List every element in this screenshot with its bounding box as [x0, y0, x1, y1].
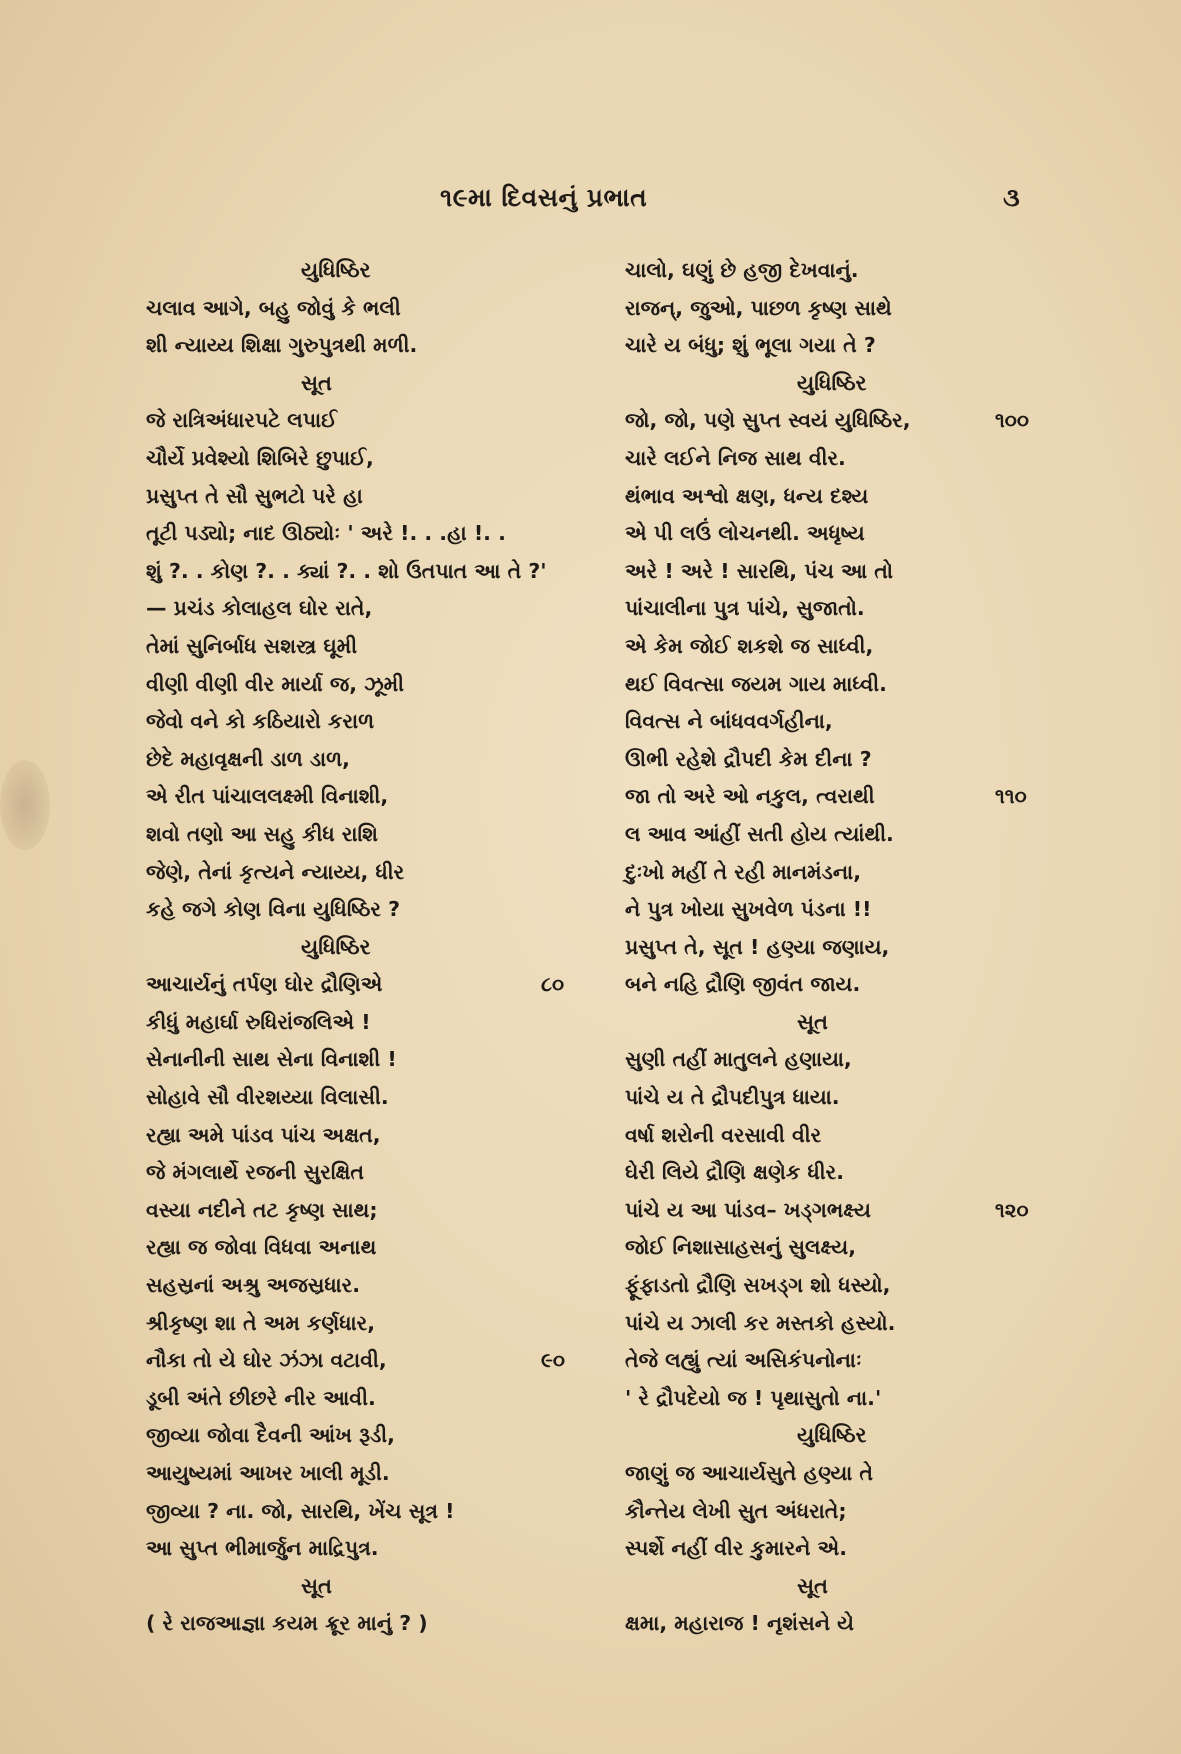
verse-text: ચારે ય બંધુ; શું ભૂલા ગયા તે ?	[625, 333, 876, 358]
verse-line	[146, 478, 586, 516]
verse-text: વિવત્સ ને બાંધવવર્ગહીના,	[625, 709, 833, 734]
verse-line	[625, 1493, 1045, 1531]
verse-text: દુઃખો મહીં તે રહી માનમંડના,	[625, 859, 861, 884]
paper-stain	[0, 760, 50, 850]
speaker-label: યુધિષ્ઠિર	[797, 1423, 867, 1448]
verse-line	[146, 440, 586, 478]
verse-line	[625, 290, 1045, 328]
line-number: ૯૦	[541, 1348, 565, 1373]
speaker-label: સૂત	[301, 370, 332, 395]
verse-text: જો, જો, પણે સુપ્ત સ્વયં યુધિષ્ઠિર,	[625, 408, 911, 433]
verse-text: શવો તણો આ સહુ કીધ રાશિ	[146, 821, 378, 846]
verse-text: પાંચે ય તે દ્રૌપદીપુત્ર ધાયા.	[625, 1085, 840, 1110]
verse-line	[146, 1342, 586, 1380]
verse-line	[625, 1342, 1045, 1380]
verse-line	[146, 1004, 586, 1042]
verse-text: પ્રસુપ્ત તે સૌ સુભટો પરે હા	[146, 483, 363, 508]
verse-text: વર્ષા શરોની વરસાવી વીર	[625, 1122, 822, 1147]
verse-line	[625, 440, 1045, 478]
verse-line	[625, 891, 1045, 929]
verse-line	[146, 854, 586, 892]
verse-text: રહ્યા અમે પાંડવ પાંચ અક્ષત,	[146, 1122, 381, 1147]
verse-line	[625, 628, 1045, 666]
verse-line	[146, 590, 586, 628]
verse-line	[625, 327, 1045, 365]
verse-text: કીધું મહાર્ઘા રુધિરાંજલિએ !	[146, 1009, 371, 1034]
verse-text: રહ્યા જ જોવા વિધવા અનાથ	[146, 1235, 377, 1260]
verse-line	[625, 590, 1045, 628]
verse-text: સુણી તહીં માતુલને હણાયા,	[625, 1047, 852, 1072]
verse-line	[625, 402, 1045, 440]
verse-line	[146, 666, 586, 704]
speaker-label: યુધિષ્ઠિર	[301, 258, 371, 282]
verse-text: પાંચાલીના પુત્ર પાંચે, સુજાતો.	[625, 596, 865, 621]
verse-text: ચાલો, ઘણું છે હજી દેખવાનું.	[625, 258, 859, 282]
speaker-name	[146, 1568, 586, 1606]
verse-line	[146, 1380, 586, 1418]
verse-text: લ આવ આંહીં સતી હોય ત્યાંથી.	[625, 821, 894, 846]
verse-text: સેનાનીની સાથ સેના વિનાશી !	[146, 1047, 397, 1072]
verse-text: ઊભી રહેશે દ્રૌપદી કેમ દીના ?	[625, 746, 872, 771]
verse-text: છેદે મહાવૃક્ષની ડાળ ડાળ,	[146, 746, 350, 771]
line-number: ૧૧૦	[995, 784, 1027, 809]
verse-line	[146, 1455, 586, 1493]
verse-line	[625, 929, 1045, 967]
verse-line	[625, 1267, 1045, 1305]
verse-text: અરે ! અરે ! સારથિ, પંચ આ તો	[625, 558, 893, 583]
verse-line	[625, 1305, 1045, 1343]
verse-text: વસ્યા નદીને તટ કૃષ્ણ સાથ;	[146, 1197, 378, 1222]
verse-line	[625, 515, 1045, 553]
verse-line	[146, 1605, 586, 1643]
verse-text: પાંચે ય ઝાલી કર મસ્તકો હસ્યો.	[625, 1310, 896, 1335]
speaker-name	[146, 929, 586, 967]
verse-line	[625, 1229, 1045, 1267]
verse-text: એ કેમ જોઈ શકશે જ સાધ્વી,	[625, 633, 874, 658]
verse-line	[146, 1493, 586, 1531]
verse-line	[625, 1079, 1045, 1117]
verse-text: ક્ષમા, મહારાજ ! નૃશંસને યે	[625, 1611, 854, 1636]
speaker-name	[146, 365, 586, 403]
verse-line	[146, 1417, 586, 1455]
verse-text: જાણું જ આચાર્યસુતે હણ્યા તે	[625, 1461, 873, 1485]
verse-line	[625, 666, 1045, 704]
verse-text: કૌન્તેય લેખી સુત અંધરાતે;	[625, 1498, 847, 1523]
speaker-name	[625, 1004, 1045, 1042]
verse-line	[146, 1229, 586, 1267]
verse-text: ઘેરી લિયે દ્રૌણિ ક્ષણેક ધીર.	[625, 1160, 844, 1185]
speaker-label: સૂત	[797, 1009, 828, 1034]
speaker-label: સૂત	[301, 1573, 332, 1598]
verse-line	[625, 1530, 1045, 1568]
verse-line	[625, 553, 1045, 591]
verse-text: પ્રસુપ્ત તે, સૂત ! હણ્યા જણાય,	[625, 934, 890, 959]
verse-line	[146, 966, 586, 1004]
verse-line	[146, 553, 586, 591]
line-number: ૮૦	[541, 972, 565, 997]
verse-text: એ રીત પાંચાલલક્ષ્મી વિનાશી,	[146, 784, 389, 809]
verse-line	[625, 816, 1045, 854]
verse-text: સોહાવે સૌ વીરશય્યા વિલાસી.	[146, 1085, 389, 1110]
speaker-label: સૂત	[797, 1573, 828, 1598]
verse-line	[146, 402, 586, 440]
verse-text: તેજે લહ્યું ત્યાં અસિકંપનોનાઃ	[625, 1348, 862, 1373]
verse-text: જે મંગલાર્થે રજની સુરક્ષિત	[146, 1160, 364, 1185]
speaker-label: યુધિષ્ઠિર	[797, 370, 867, 395]
verse-line	[625, 1154, 1045, 1192]
verse-text: ચૌર્યે પ્રવેશ્યો શિબિરે છુપાઈ,	[146, 445, 374, 470]
verse-line	[146, 290, 586, 328]
verse-line	[146, 891, 586, 929]
verse-line	[625, 703, 1045, 741]
verse-text: શી ન્યાય્ય શિક્ષા ગુરુપુત્રથી મળી.	[146, 333, 418, 358]
speaker-name	[146, 252, 586, 290]
verse-text: — પ્રચંડ કોલાહલ ઘોર રાતે,	[146, 596, 373, 621]
verse-line	[146, 1041, 586, 1079]
verse-text: જીવ્યા જોવા દૈવની આંખ રૂડી,	[146, 1423, 395, 1448]
verse-text: જોઈ નિશાસાહસનું સુલક્ષ્ય,	[625, 1235, 856, 1260]
verse-text: પાંચે ય આ પાંડવ– ખડ્ગભક્ષ્ય	[625, 1197, 871, 1222]
speaker-name	[625, 365, 1045, 403]
verse-text: જેણે, તેનાં કૃત્યને ન્યાય્ય, ધીર	[146, 859, 405, 884]
verse-text: તેમાં સુનિર્બાધ સશસ્ત્ર ઘૂમી	[146, 633, 358, 658]
verse-text: શ્રીકૃષ્ણ શા તે અમ કર્ણધાર,	[146, 1310, 376, 1335]
verse-text: ને પુત્ર ખોયા સુખવેળ પંડના !!	[625, 897, 872, 922]
verse-text: ફૂંફાડતો દ્રૌણિ સખડ્ગ શો ધસ્યો,	[625, 1273, 891, 1298]
line-number: ૧૨૦	[995, 1197, 1029, 1222]
verse-line	[146, 816, 586, 854]
verse-line	[625, 854, 1045, 892]
page-header	[0, 183, 1181, 223]
verse-line	[146, 1192, 586, 1230]
verse-text: ( રે રાજઆજ્ઞા કયમ ક્રૂર માનું ? )	[146, 1611, 428, 1636]
verse-text: સહસ્રનાં અશ્રુ અજસ્રધાર.	[146, 1273, 361, 1298]
verse-line	[146, 1267, 586, 1305]
verse-text: જેવો વને કો કઠિયારો કરાળ	[146, 709, 375, 734]
verse-line	[146, 1154, 586, 1192]
verse-text: આયુષ્યમાં આખર ખાલી મૂડી.	[146, 1461, 390, 1485]
verse-line	[625, 741, 1045, 779]
right-column	[625, 252, 1045, 1643]
verse-line	[625, 1192, 1045, 1230]
speaker-name	[625, 1417, 1045, 1455]
verse-line	[146, 741, 586, 779]
verse-text: નૌકા તો યે ઘોર ઝંઝા વટાવી,	[146, 1348, 387, 1373]
verse-text: થંભાવ અશ્વો ક્ષણ, ધન્ય દશ્ય	[625, 483, 869, 508]
verse-line	[625, 1455, 1045, 1493]
verse-line	[146, 703, 586, 741]
verse-text: ' રે દ્રૌપદેયો જ ! પૃથાસુતો ના.'	[625, 1385, 882, 1410]
verse-line	[146, 778, 586, 816]
speaker-label: યુધિષ્ઠિર	[301, 934, 371, 959]
verse-text: ચલાવ આગે, બહુ જોવું કે ભલી	[146, 295, 401, 320]
verse-line	[625, 1380, 1045, 1418]
speaker-name	[625, 1568, 1045, 1606]
verse-text: સ્પર્શે નહીં વીર કુમારને એ.	[625, 1536, 848, 1561]
verse-text: જા તો અરે ઓ નકુલ, ત્વરાથી	[625, 784, 875, 809]
verse-text: જીવ્યા ? ના. જો, સારથિ, ખેંચ સૂત્ર !	[146, 1498, 455, 1523]
verse-text: બને નહિ દ્રૌણિ જીવંત જાય.	[625, 972, 861, 997]
verse-text: એ પી લઉં લોચનથી. અધૃષ્ય	[625, 521, 865, 546]
verse-line	[146, 628, 586, 666]
running-title: ૧૯મા દિવસનું પ્રભાત	[440, 183, 648, 212]
verse-line	[625, 252, 1045, 290]
verse-text: તૂટી પડ્યો; નાદ ઊઠ્યોઃ ' અરે !. . .હા !. .	[146, 521, 506, 546]
verse-line	[146, 1530, 586, 1568]
verse-text: કહે જગે કોણ વિના યુધિષ્ઠિર ?	[146, 897, 401, 922]
page-number: ૩	[1003, 183, 1020, 212]
line-number: ૧૦૦	[995, 408, 1029, 433]
verse-line	[146, 1305, 586, 1343]
verse-text: જે રાત્રિઅંધારપટે લપાઈ	[146, 408, 337, 433]
verse-text: ડૂબી અંતે છીછરે નીર આવી.	[146, 1385, 376, 1410]
verse-line	[146, 1079, 586, 1117]
verse-text: ચારે લઈને નિજ સાથ વીર.	[625, 445, 846, 470]
verse-line	[625, 1041, 1045, 1079]
verse-text: આ સુપ્ત ભીમાર્જુન માદ્રિપુત્ર.	[146, 1536, 379, 1561]
verse-line	[625, 1117, 1045, 1155]
verse-text: આચાર્યનું તર્પણ ઘોર દ્રૌણિએ	[146, 972, 383, 997]
verse-line	[625, 966, 1045, 1004]
verse-line	[146, 515, 586, 553]
verse-text: થઈ વિવત્સા જયમ ગાય માધ્વી.	[625, 671, 887, 696]
verse-text: વીણી વીણી વીર માર્યા જ, ઝૂમી	[146, 671, 405, 696]
verse-line	[625, 1605, 1045, 1643]
verse-text: શું ?. . કોણ ?. . ક્યાં ?. . શો ઉતપાત આ તે ?'	[146, 558, 547, 583]
verse-text: રાજન્, જુઓ, પાછળ કૃષ્ણ સાથે	[625, 295, 892, 320]
verse-line	[625, 778, 1045, 816]
verse-line	[625, 478, 1045, 516]
verse-line	[146, 327, 586, 365]
left-column	[146, 252, 586, 1643]
verse-line	[146, 1117, 586, 1155]
